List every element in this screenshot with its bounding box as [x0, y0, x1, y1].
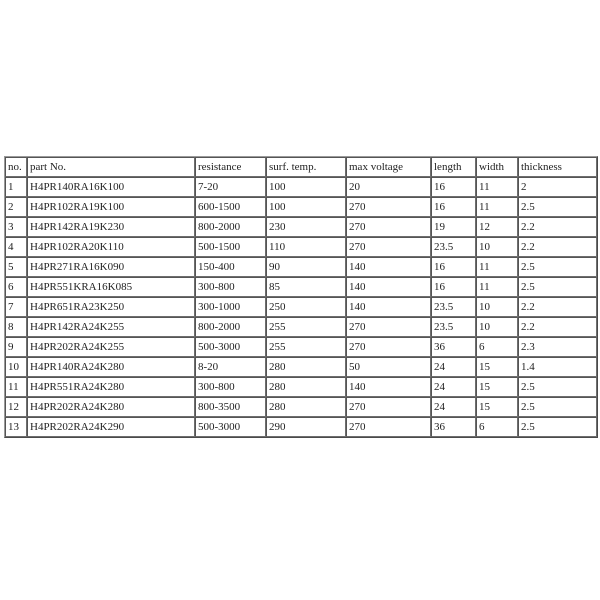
cell-length: 16: [431, 277, 476, 297]
table-row: [5, 397, 597, 417]
cell-part-no: H4PR142RA24K255: [27, 317, 195, 337]
cell-width: 15: [476, 397, 518, 417]
header-row: [5, 157, 597, 177]
cell-max-voltage: 270: [346, 397, 431, 417]
cell-no: 10: [5, 357, 27, 377]
cell-length: 23.5: [431, 237, 476, 257]
cell-no: 6: [5, 277, 27, 297]
cell-thickness: 2.5: [518, 197, 597, 217]
cell-max-voltage: 20: [346, 177, 431, 197]
cell-max-voltage: 140: [346, 277, 431, 297]
cell-max-voltage: 270: [346, 217, 431, 237]
cell-surf-temp: 100: [266, 177, 346, 197]
cell-width: 11: [476, 197, 518, 217]
cell-thickness: 2.5: [518, 417, 597, 437]
cell-resistance: 7-20: [195, 177, 266, 197]
table-row: [5, 237, 597, 257]
column-header-width: width: [476, 157, 518, 177]
cell-length: 23.5: [431, 297, 476, 317]
cell-surf-temp: 280: [266, 357, 346, 377]
cell-max-voltage: 140: [346, 377, 431, 397]
cell-length: 24: [431, 397, 476, 417]
cell-length: 36: [431, 337, 476, 357]
cell-no: 9: [5, 337, 27, 357]
cell-thickness: 2.5: [518, 277, 597, 297]
cell-resistance: 800-2000: [195, 317, 266, 337]
cell-no: 11: [5, 377, 27, 397]
cell-no: 2: [5, 197, 27, 217]
cell-part-no: H4PR140RA24K280: [27, 357, 195, 377]
column-header-no: no.: [5, 157, 27, 177]
table-row: [5, 377, 597, 397]
cell-no: 8: [5, 317, 27, 337]
cell-resistance: 800-2000: [195, 217, 266, 237]
table-row: [5, 197, 597, 217]
cell-part-no: H4PR271RA16K090: [27, 257, 195, 277]
cell-width: 15: [476, 357, 518, 377]
cell-length: 16: [431, 197, 476, 217]
cell-thickness: 2: [518, 177, 597, 197]
cell-max-voltage: 270: [346, 197, 431, 217]
cell-part-no: H4PR140RA16K100: [27, 177, 195, 197]
cell-width: 11: [476, 257, 518, 277]
cell-part-no: H4PR202RA24K290: [27, 417, 195, 437]
cell-width: 11: [476, 177, 518, 197]
cell-part-no: H4PR102RA19K100: [27, 197, 195, 217]
cell-max-voltage: 270: [346, 417, 431, 437]
cell-width: 10: [476, 297, 518, 317]
cell-part-no: H4PR102RA20K110: [27, 237, 195, 257]
cell-part-no: H4PR651RA23K250: [27, 297, 195, 317]
cell-surf-temp: 255: [266, 317, 346, 337]
cell-surf-temp: 280: [266, 377, 346, 397]
cell-length: 19: [431, 217, 476, 237]
cell-thickness: 2.5: [518, 377, 597, 397]
cell-no: 5: [5, 257, 27, 277]
cell-thickness: 2.2: [518, 237, 597, 257]
cell-width: 6: [476, 337, 518, 357]
table-row: [5, 317, 597, 337]
cell-no: 4: [5, 237, 27, 257]
cell-resistance: 500-3000: [195, 417, 266, 437]
parts-table: [4, 156, 598, 438]
cell-length: 36: [431, 417, 476, 437]
cell-length: 24: [431, 357, 476, 377]
cell-thickness: 2.2: [518, 317, 597, 337]
cell-width: 10: [476, 317, 518, 337]
cell-thickness: 1.4: [518, 357, 597, 377]
cell-max-voltage: 50: [346, 357, 431, 377]
column-header-length: length: [431, 157, 476, 177]
cell-max-voltage: 140: [346, 297, 431, 317]
cell-width: 6: [476, 417, 518, 437]
cell-surf-temp: 100: [266, 197, 346, 217]
table-row: [5, 357, 597, 377]
cell-resistance: 300-1000: [195, 297, 266, 317]
cell-resistance: 300-800: [195, 377, 266, 397]
cell-max-voltage: 270: [346, 317, 431, 337]
cell-surf-temp: 230: [266, 217, 346, 237]
table-row: [5, 337, 597, 357]
column-header-surf-temp: surf. temp.: [266, 157, 346, 177]
cell-surf-temp: 290: [266, 417, 346, 437]
cell-part-no: H4PR142RA19K230: [27, 217, 195, 237]
column-header-thickness: thickness: [518, 157, 597, 177]
table-header: [5, 157, 597, 177]
cell-part-no: H4PR551RA24K280: [27, 377, 195, 397]
table-row: [5, 177, 597, 197]
cell-no: 1: [5, 177, 27, 197]
cell-resistance: 150-400: [195, 257, 266, 277]
cell-surf-temp: 110: [266, 237, 346, 257]
cell-surf-temp: 85: [266, 277, 346, 297]
cell-max-voltage: 140: [346, 257, 431, 277]
cell-surf-temp: 255: [266, 337, 346, 357]
cell-part-no: H4PR202RA24K280: [27, 397, 195, 417]
cell-part-no: H4PR551KRA16K085: [27, 277, 195, 297]
column-header-resistance: resistance: [195, 157, 266, 177]
table-row: [5, 277, 597, 297]
cell-surf-temp: 90: [266, 257, 346, 277]
cell-thickness: 2.3: [518, 337, 597, 357]
cell-no: 13: [5, 417, 27, 437]
cell-resistance: 500-3000: [195, 337, 266, 357]
cell-width: 15: [476, 377, 518, 397]
table-row: [5, 257, 597, 277]
table-row: [5, 417, 597, 437]
table-row: [5, 297, 597, 317]
cell-resistance: 8-20: [195, 357, 266, 377]
cell-max-voltage: 270: [346, 337, 431, 357]
cell-no: 12: [5, 397, 27, 417]
column-header-max-voltage: max voltage: [346, 157, 431, 177]
cell-length: 16: [431, 257, 476, 277]
cell-no: 7: [5, 297, 27, 317]
cell-thickness: 2.5: [518, 257, 597, 277]
cell-width: 11: [476, 277, 518, 297]
table-body: [5, 177, 597, 437]
cell-resistance: 800-3500: [195, 397, 266, 417]
cell-no: 3: [5, 217, 27, 237]
cell-thickness: 2.5: [518, 397, 597, 417]
cell-width: 12: [476, 217, 518, 237]
cell-surf-temp: 250: [266, 297, 346, 317]
cell-max-voltage: 270: [346, 237, 431, 257]
cell-resistance: 600-1500: [195, 197, 266, 217]
cell-width: 10: [476, 237, 518, 257]
cell-length: 23.5: [431, 317, 476, 337]
cell-resistance: 500-1500: [195, 237, 266, 257]
table-row: [5, 217, 597, 237]
cell-thickness: 2.2: [518, 297, 597, 317]
cell-surf-temp: 280: [266, 397, 346, 417]
cell-length: 16: [431, 177, 476, 197]
column-header-part-no: part No.: [27, 157, 195, 177]
cell-thickness: 2.2: [518, 217, 597, 237]
cell-resistance: 300-800: [195, 277, 266, 297]
cell-part-no: H4PR202RA24K255: [27, 337, 195, 357]
cell-length: 24: [431, 377, 476, 397]
table-container: [4, 156, 596, 438]
